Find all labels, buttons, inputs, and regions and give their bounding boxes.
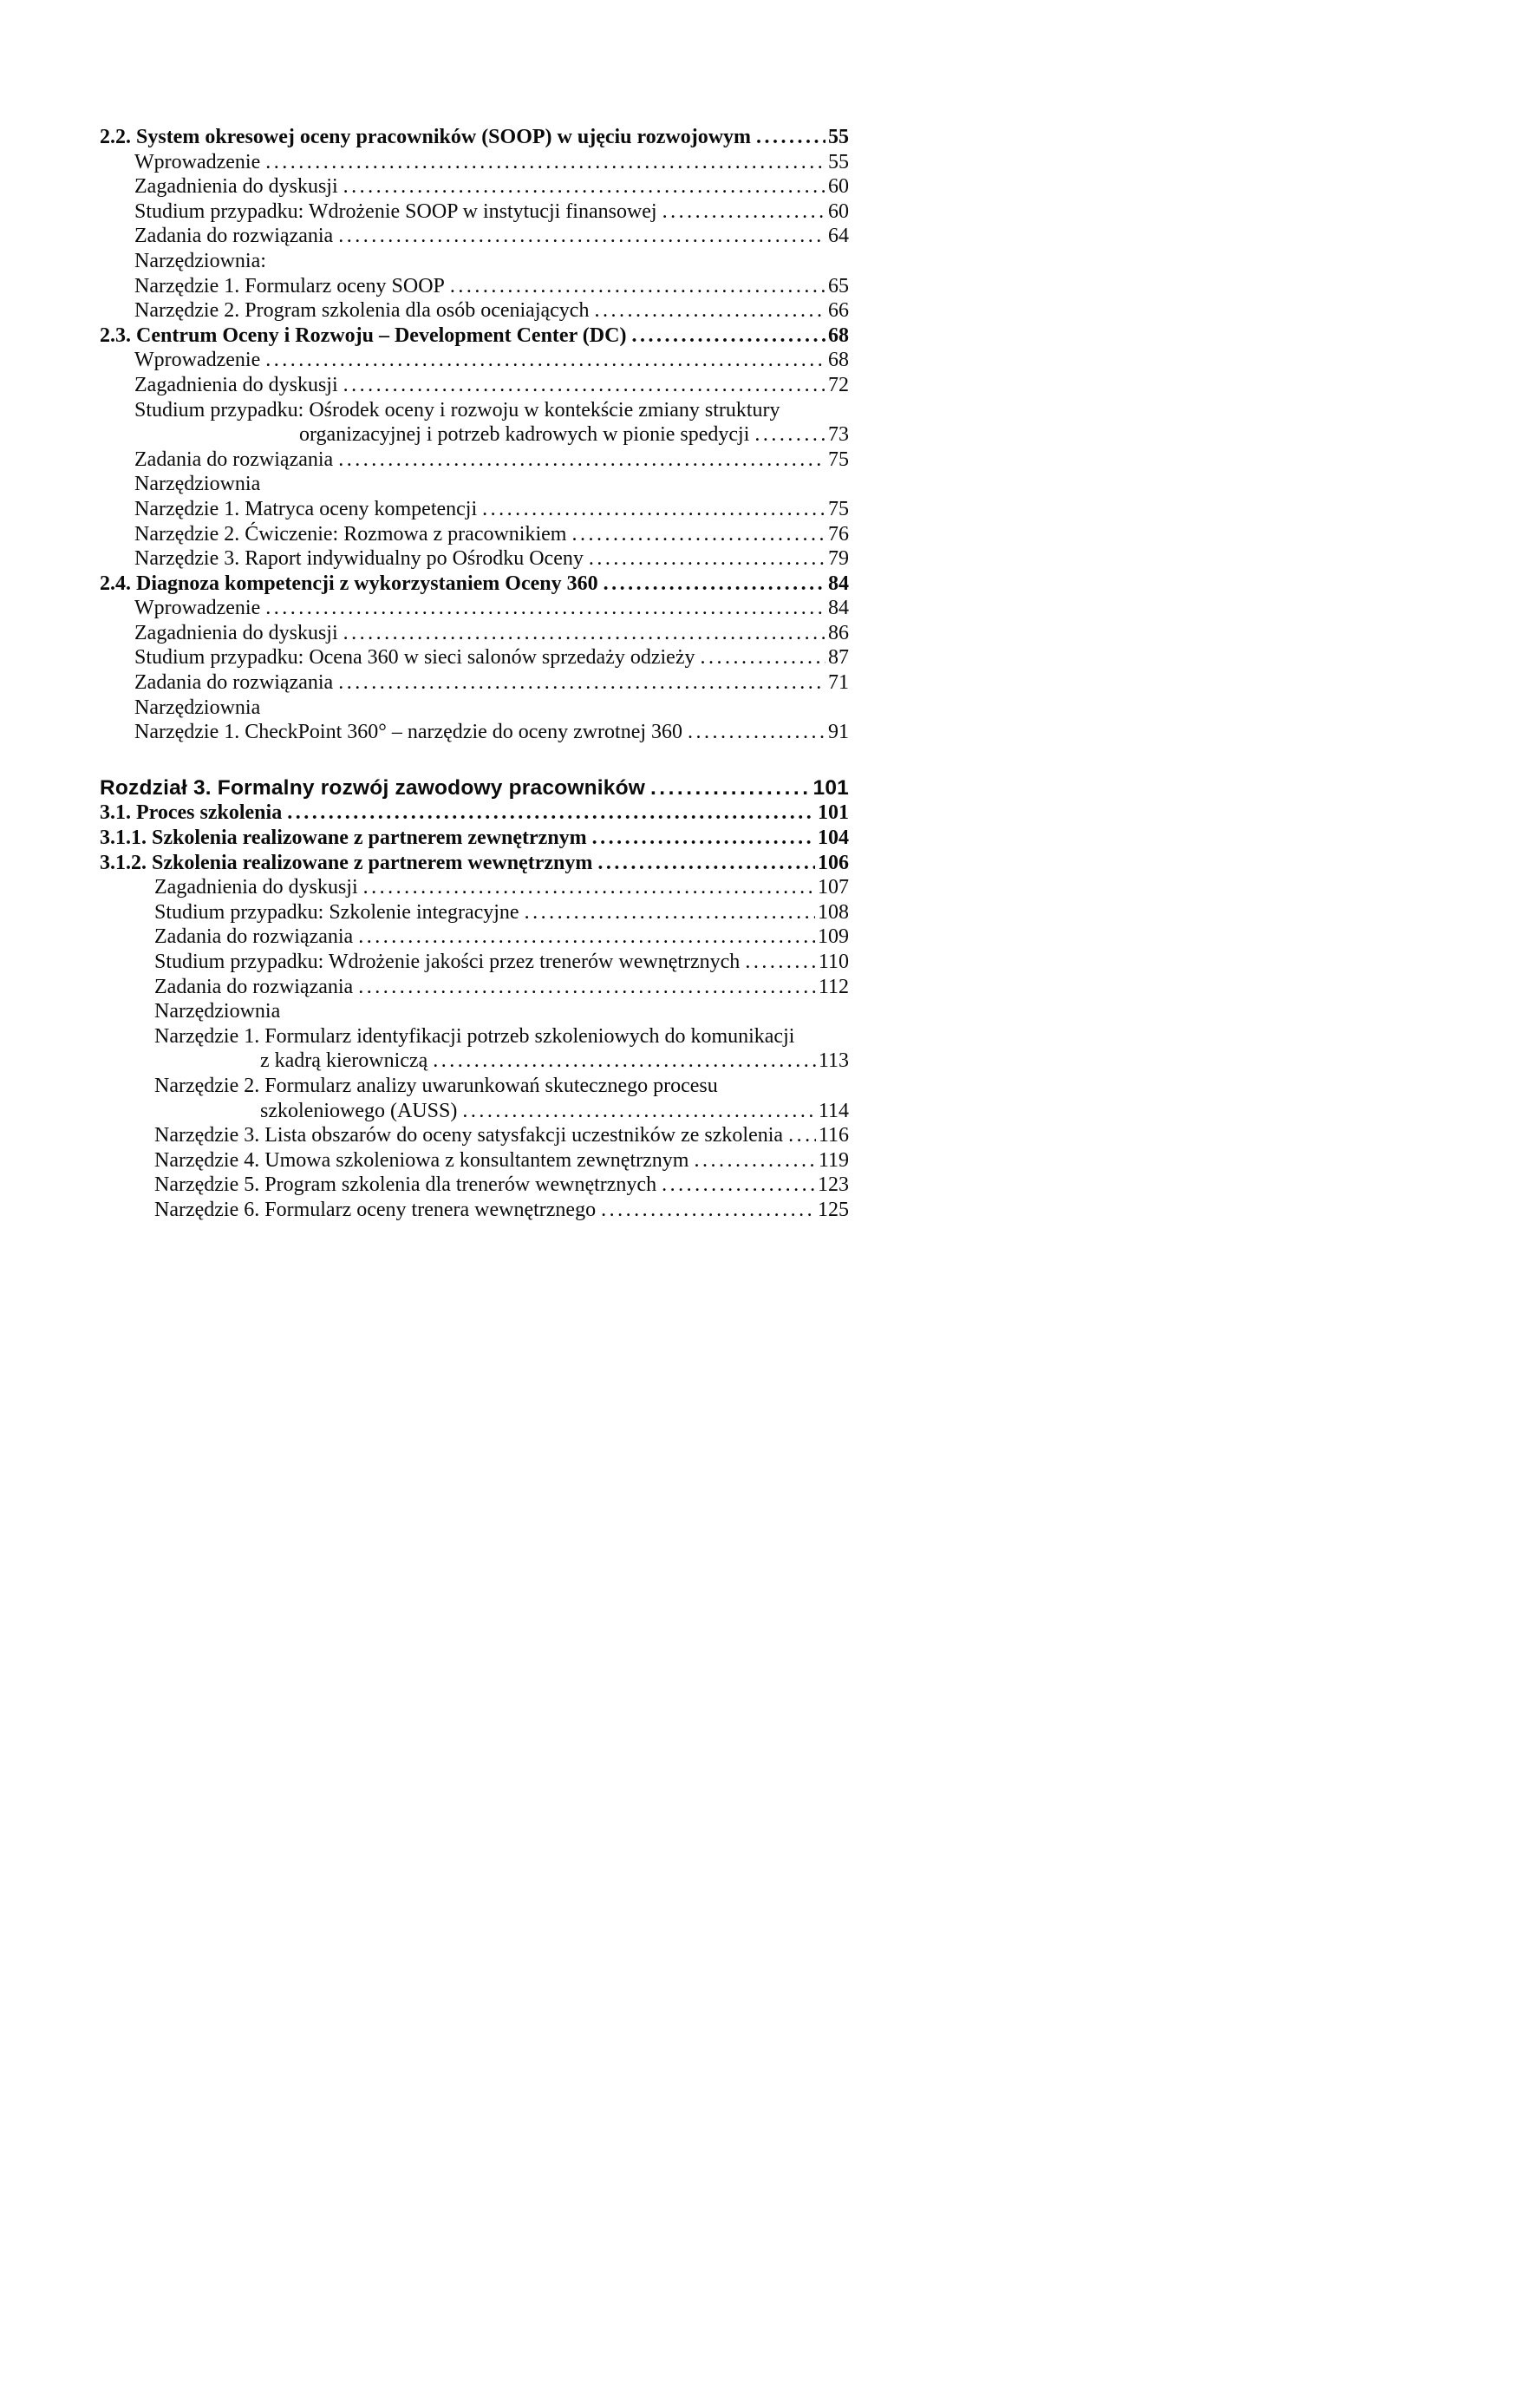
page-number: 79 — [828, 547, 849, 571]
entry-title: 3.1. Proces szkolenia — [100, 801, 283, 825]
toc-entry-row — [100, 323, 849, 349]
dot-leader — [265, 150, 825, 175]
entry-title: Zadania do rozwiązania — [154, 925, 354, 949]
entry-title: Zagadnienia do dyskusji — [154, 876, 358, 899]
toc-entry-row — [100, 1123, 849, 1148]
page-number: 91 — [828, 721, 849, 744]
toc-entry-row — [100, 645, 849, 670]
dot-leader — [597, 851, 815, 876]
entry-title: Narzędzie 6. Formularz oceny trenera wewnętrznego — [154, 1198, 597, 1221]
entry-title: Narzędzie 2. Formularz analizy uwarunkowań skutecznego procesu — [154, 1074, 718, 1097]
toc-entry-row — [100, 199, 849, 225]
page-number: 55 — [828, 150, 849, 173]
toc-entry-row — [100, 851, 849, 876]
entry-title: Narzędziownia — [134, 696, 261, 719]
entry-title: Zadania do rozwiązania — [134, 448, 334, 471]
toc-entry-row — [100, 522, 849, 547]
toc-entry-row — [100, 472, 849, 497]
entry-title: 3.1.1. Szkolenia realizowane z partnerem zewnętrznym — [100, 827, 587, 850]
dot-leader — [433, 1049, 816, 1074]
dot-leader — [525, 900, 815, 925]
entry-title: Zagadnienia do dyskusji — [134, 175, 338, 199]
entry-title: Narzędzie 5. Program szkolenia dla trenerów wewnętrznych — [154, 1173, 657, 1197]
page-number: 68 — [828, 323, 849, 347]
page-number: 112 — [818, 975, 849, 998]
entry-title: 2.3. Centrum Oceny i Rozwoju – Development Center (DC) — [100, 323, 627, 347]
dot-leader — [358, 925, 815, 950]
toc-entry-row — [100, 950, 849, 975]
dot-leader — [594, 298, 825, 323]
page-number: 60 — [828, 199, 849, 223]
dot-leader — [462, 1099, 816, 1124]
dot-leader — [745, 950, 816, 975]
entry-title: szkoleniowego (AUSS) — [260, 1099, 458, 1122]
entry-title: Wprowadzenie — [134, 150, 261, 173]
entry-title: Narzędzie 3. Lista obszarów do oceny satysfakcji uczestników ze szkolenia — [154, 1124, 784, 1147]
toc-entry-row — [100, 900, 849, 925]
toc-entry-row — [100, 274, 849, 299]
entry-title: Zagadnienia do dyskusji — [134, 621, 338, 644]
toc-entry-row — [100, 150, 849, 175]
entry-title: Wprowadzenie — [134, 349, 261, 372]
toc-entry-row — [100, 1024, 849, 1049]
dot-leader — [343, 174, 825, 199]
entry-title: Zadania do rozwiązania — [134, 671, 334, 695]
page-number: 66 — [828, 299, 849, 323]
dot-leader — [265, 348, 825, 373]
entry-title: z kadrą kierowniczą — [260, 1049, 428, 1073]
toc-entry-row — [100, 975, 849, 1000]
toc-entry-row — [100, 801, 849, 826]
dot-leader — [662, 199, 825, 225]
dot-leader — [287, 801, 815, 826]
dot-leader — [571, 522, 825, 547]
page-number: 75 — [828, 497, 849, 520]
dot-leader — [631, 323, 825, 349]
page-number: 87 — [828, 646, 849, 670]
toc-entry-row — [100, 826, 849, 851]
page-number: 108 — [818, 900, 849, 924]
dot-leader — [601, 1198, 815, 1223]
entry-title: Rozdział 3. Formalny rozwój zawodowy pracowników — [100, 775, 645, 800]
toc-entry-row — [100, 925, 849, 950]
entry-title: Narzędzie 1. Matryca oceny kompetencji — [134, 497, 478, 520]
dot-leader — [343, 621, 825, 646]
entry-title: Narzędziownia — [154, 1000, 281, 1023]
entry-title: Narzędzie 2. Ćwiczenie: Rozmowa z pracownikiem — [134, 522, 567, 546]
dot-leader — [589, 546, 825, 572]
page-number: 84 — [828, 597, 849, 620]
chapter-heading-row — [100, 776, 849, 801]
toc-entry-row — [100, 448, 849, 473]
entry-title: 2.4. Diagnoza kompetencji z wykorzystaniem Oceny 360 — [100, 572, 598, 595]
entry-title: Studium przypadku: Ośrodek oceny i rozwoju w kontekście zmiany struktury — [134, 398, 780, 422]
dot-leader — [650, 776, 811, 801]
toc-entry-row — [100, 875, 849, 900]
dot-leader — [482, 497, 825, 522]
page-number: 73 — [828, 423, 849, 447]
page-number: 64 — [828, 225, 849, 248]
toc-entry-row — [100, 348, 849, 373]
page-number: 84 — [828, 572, 849, 595]
dot-leader — [700, 645, 825, 670]
entry-title: Narzędzie 1. Formularz identyfikacji potrzeb szkoleniowych do komunikacji — [154, 1024, 795, 1048]
page-number: 123 — [818, 1173, 849, 1197]
toc-entry-row — [100, 670, 849, 696]
toc-entry-row — [100, 596, 849, 621]
dot-leader — [688, 720, 825, 745]
page-number: 113 — [818, 1049, 849, 1073]
page-number: 55 — [828, 126, 849, 148]
page-number: 119 — [818, 1148, 849, 1172]
page-number: 125 — [818, 1198, 849, 1221]
entry-title: Narzędzie 2. Program szkolenia dla osób oceniających — [134, 299, 590, 323]
table-of-contents — [100, 125, 849, 1223]
toc-entry-row — [100, 1099, 849, 1124]
toc-entry-row — [100, 224, 849, 249]
toc-entry-row — [100, 398, 849, 423]
toc-entry-row — [100, 249, 849, 274]
page-number: 68 — [828, 349, 849, 372]
entry-title: Zagadnienia do dyskusji — [134, 373, 338, 396]
page-number: 76 — [828, 522, 849, 546]
toc-entry-row — [100, 174, 849, 199]
toc-entry-row — [100, 497, 849, 522]
entry-title: Zadania do rozwiązania — [154, 975, 354, 998]
entry-title: organizacyjnej i potrzeb kadrowych w pionie spedycji — [299, 423, 750, 447]
toc-entry-row — [100, 720, 849, 745]
dot-leader — [338, 224, 825, 249]
toc-entry-row — [100, 546, 849, 572]
entry-title: Studium przypadku: Wdrożenie SOOP w instytucji finansowej — [134, 199, 657, 223]
dot-leader — [358, 975, 816, 1000]
dot-leader — [662, 1173, 815, 1198]
entry-title: Studium przypadku: Wdrożenie jakości przez trenerów wewnętrznych — [154, 951, 741, 973]
page-number: 106 — [818, 851, 849, 874]
toc-entry-row — [100, 621, 849, 646]
toc-entry-row — [100, 696, 849, 721]
toc-entry-row — [100, 422, 849, 448]
toc-entry-row — [100, 125, 849, 150]
page-number: 109 — [818, 925, 849, 949]
toc-entry-row — [100, 999, 849, 1024]
page-number: 71 — [828, 671, 849, 695]
entry-title: 3.1.2. Szkolenia realizowane z partnerem wewnętrznym — [100, 851, 593, 874]
page-number: 107 — [818, 876, 849, 899]
page-number: 65 — [828, 274, 849, 297]
page-number: 60 — [828, 175, 849, 199]
entry-title: Narzędzie 3. Raport indywidualny po Ośrodku Oceny — [134, 547, 584, 571]
dot-leader — [338, 670, 825, 696]
toc-entry-row — [100, 298, 849, 323]
entry-title: Studium przypadku: Ocena 360 w sieci salonów sprzedaży odzieży — [134, 646, 695, 670]
page-number: 104 — [818, 827, 849, 850]
dot-leader — [604, 572, 825, 597]
page-number: 75 — [828, 448, 849, 471]
page-number: 116 — [818, 1124, 849, 1147]
entry-title: Zadania do rozwiązania — [134, 225, 334, 248]
entry-title: Narzędzie 1. CheckPoint 360° – narzędzie do oceny zwrotnej 360 — [134, 721, 683, 744]
entry-title: Narzędziownia — [134, 473, 261, 496]
toc-entry-row — [100, 572, 849, 597]
page-number: 101 — [818, 801, 849, 825]
page-number: 86 — [828, 621, 849, 644]
toc-entry-row — [100, 1173, 849, 1198]
entry-title: Studium przypadku: Szkolenie integracyjne — [154, 900, 519, 924]
toc-entry-row — [100, 1148, 849, 1173]
entry-title: Wprowadzenie — [134, 597, 261, 620]
dot-leader — [343, 373, 825, 398]
dot-leader — [754, 422, 825, 448]
page-number: 110 — [818, 951, 849, 973]
page-number: 72 — [828, 373, 849, 396]
dot-leader — [450, 274, 825, 299]
page-number: 101 — [812, 775, 849, 800]
toc-entry-row — [100, 1049, 849, 1074]
entry-title: 2.2. System okresowej oceny pracowników (SOOP) w ujęciu rozwojowym — [100, 126, 752, 148]
dot-leader — [788, 1123, 816, 1148]
dot-leader — [694, 1148, 815, 1173]
entry-title: Narzędzie 4. Umowa szkoleniowa z konsultantem zewnętrznym — [154, 1148, 689, 1172]
entry-title: Narzędzie 1. Formularz oceny SOOP — [134, 274, 445, 297]
toc-entry-row — [100, 373, 849, 398]
page-number: 114 — [818, 1099, 849, 1122]
dot-leader — [265, 596, 825, 621]
dot-leader — [756, 125, 825, 150]
dot-leader — [363, 875, 815, 900]
toc-entry-row — [100, 1074, 849, 1099]
toc-entry-row — [100, 1198, 849, 1223]
dot-leader — [592, 826, 815, 851]
dot-leader — [338, 448, 825, 473]
entry-title: Narzędziownia: — [134, 249, 266, 272]
